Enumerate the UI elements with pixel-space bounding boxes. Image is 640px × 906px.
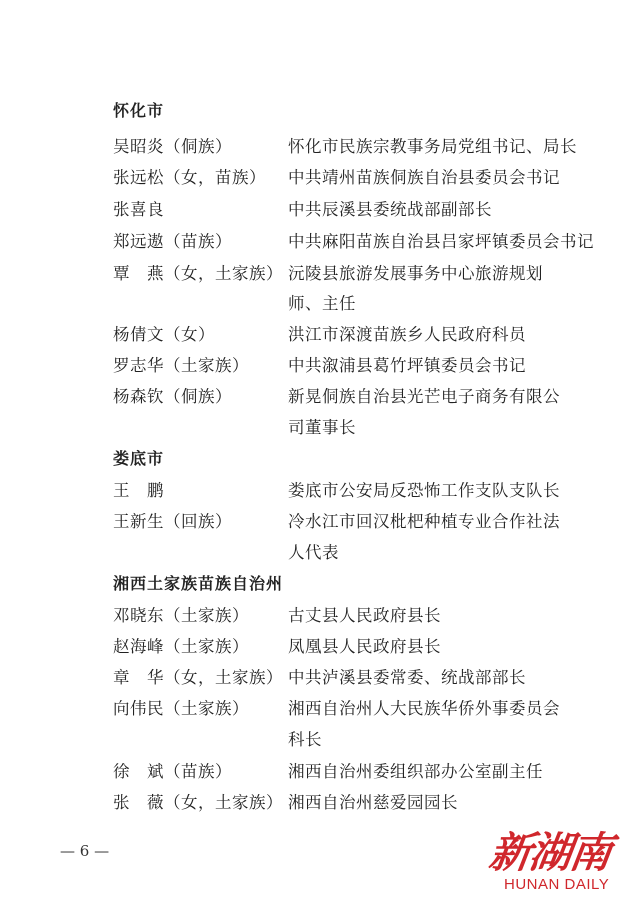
person-position: 中共靖州苗族侗族自治县委员会书记	[288, 168, 560, 187]
person-name: 王新生（回族）	[113, 512, 232, 531]
logo-english-text: HUNAN DAILY	[504, 876, 610, 893]
hunan-daily-logo	[482, 820, 632, 900]
person-position: 娄底市公安局反恐怖工作支队支队长	[288, 481, 560, 500]
person-position-continued: 科长	[288, 730, 322, 749]
person-position: 冷水江市回汉枇杷种植专业合作社法	[288, 512, 560, 531]
person-position: 中共辰溪县委统战部副部长	[288, 200, 492, 219]
person-position-continued: 师、主任	[288, 294, 356, 313]
person-name: 罗志华（土家族）	[113, 356, 249, 375]
person-position: 怀化市民族宗教事务局党组书记、局长	[288, 137, 577, 156]
person-position: 洪江市深渡苗族乡人民政府科员	[288, 325, 526, 344]
section-title-huaihua: 怀化市	[113, 101, 165, 120]
person-name: 王 鹏	[113, 481, 164, 500]
person-position: 湘西自治州慈爱园园长	[288, 793, 458, 812]
person-position: 古丈县人民政府县长	[288, 606, 441, 625]
person-position: 凤凰县人民政府县长	[288, 637, 441, 656]
person-name: 张 薇（女，土家族）	[113, 793, 283, 812]
page-number: — 6 —	[60, 842, 110, 860]
person-name: 赵海峰（土家族）	[113, 637, 249, 656]
person-position: 中共溆浦县葛竹坪镇委员会书记	[288, 356, 526, 375]
person-position-continued: 司董事长	[288, 418, 356, 437]
person-name: 徐 斌（苗族）	[113, 762, 232, 781]
person-name: 郑远遨（苗族）	[113, 232, 232, 251]
person-position: 湘西自治州人大民族华侨外事委员会	[288, 699, 560, 718]
person-name: 张远松（女，苗族）	[113, 168, 266, 187]
person-position: 中共泸溪县委常委、统战部部长	[288, 668, 526, 687]
person-position: 沅陵县旅游发展事务中心旅游规划	[288, 264, 543, 283]
person-position-continued: 人代表	[288, 543, 339, 562]
person-name: 邓晓东（土家族）	[113, 606, 249, 625]
person-position: 中共麻阳苗族自治县吕家坪镇委员会书记	[288, 232, 594, 251]
person-name: 吴昭炎（侗族）	[113, 137, 232, 156]
logo-chinese-text: 新湖南	[486, 828, 614, 877]
section-title-xiangxi: 湘西土家族苗族自治州	[113, 574, 284, 593]
person-name: 覃 燕（女，土家族）	[113, 264, 283, 283]
person-position: 湘西自治州委组织部办公室副主任	[288, 762, 543, 781]
person-name: 向伟民（土家族）	[113, 699, 249, 718]
person-name: 张喜良	[113, 200, 164, 219]
person-name: 章 华（女，土家族）	[113, 668, 283, 687]
person-position: 新晃侗族自治县光芒电子商务有限公	[288, 387, 560, 406]
person-name: 杨森钦（侗族）	[113, 387, 232, 406]
person-name: 杨倩文（女）	[113, 325, 215, 344]
section-title-loudi: 娄底市	[113, 449, 165, 468]
